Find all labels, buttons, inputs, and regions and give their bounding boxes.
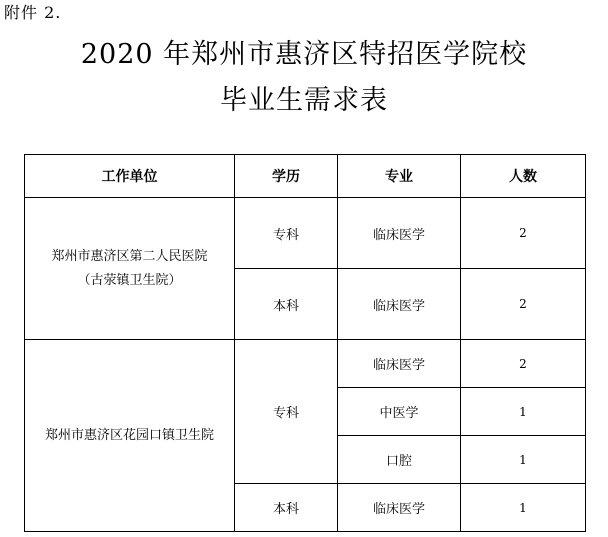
header-unit: 工作单位 — [25, 155, 235, 198]
count-cell: 1 — [461, 436, 586, 484]
header-education: 学历 — [235, 155, 338, 198]
education-cell: 本科 — [235, 484, 338, 532]
unit-cell — [25, 198, 235, 340]
header-major: 专业 — [338, 155, 461, 198]
page-subtitle: 毕业生需求表 — [220, 85, 388, 116]
major-cell: 中医学 — [338, 388, 461, 436]
count-cell: 1 — [461, 388, 586, 436]
education-cell: 本科 — [235, 269, 338, 340]
unit-name-line: 郑州市惠济区花园口镇卫生院 — [44, 427, 214, 443]
header-row — [25, 155, 586, 198]
count-cell: 2 — [461, 340, 586, 388]
major-cell: 临床医学 — [338, 340, 461, 388]
count-cell: 2 — [461, 198, 586, 269]
count-cell: 2 — [461, 269, 586, 340]
page-title: 2020 年郑州市惠济区特招医学院校 — [80, 39, 528, 70]
major-cell: 口腔 — [338, 436, 461, 484]
unit-name-line: 郑州市惠济区第二人民医院 — [51, 248, 208, 264]
major-cell: 临床医学 — [338, 269, 461, 340]
education-cell: 专科 — [235, 198, 338, 269]
table-row — [25, 340, 586, 388]
unit-cell — [25, 340, 235, 532]
count-cell: 1 — [461, 484, 586, 532]
demand-table — [24, 154, 586, 532]
unit-name-line: （古荥镇卫生院） — [77, 272, 182, 288]
education-cell: 专科 — [235, 340, 338, 484]
table-row — [25, 198, 586, 269]
attachment-label: 附件 2. — [4, 3, 62, 22]
header-count: 人数 — [461, 155, 586, 198]
major-cell: 临床医学 — [338, 484, 461, 532]
major-cell: 临床医学 — [338, 198, 461, 269]
